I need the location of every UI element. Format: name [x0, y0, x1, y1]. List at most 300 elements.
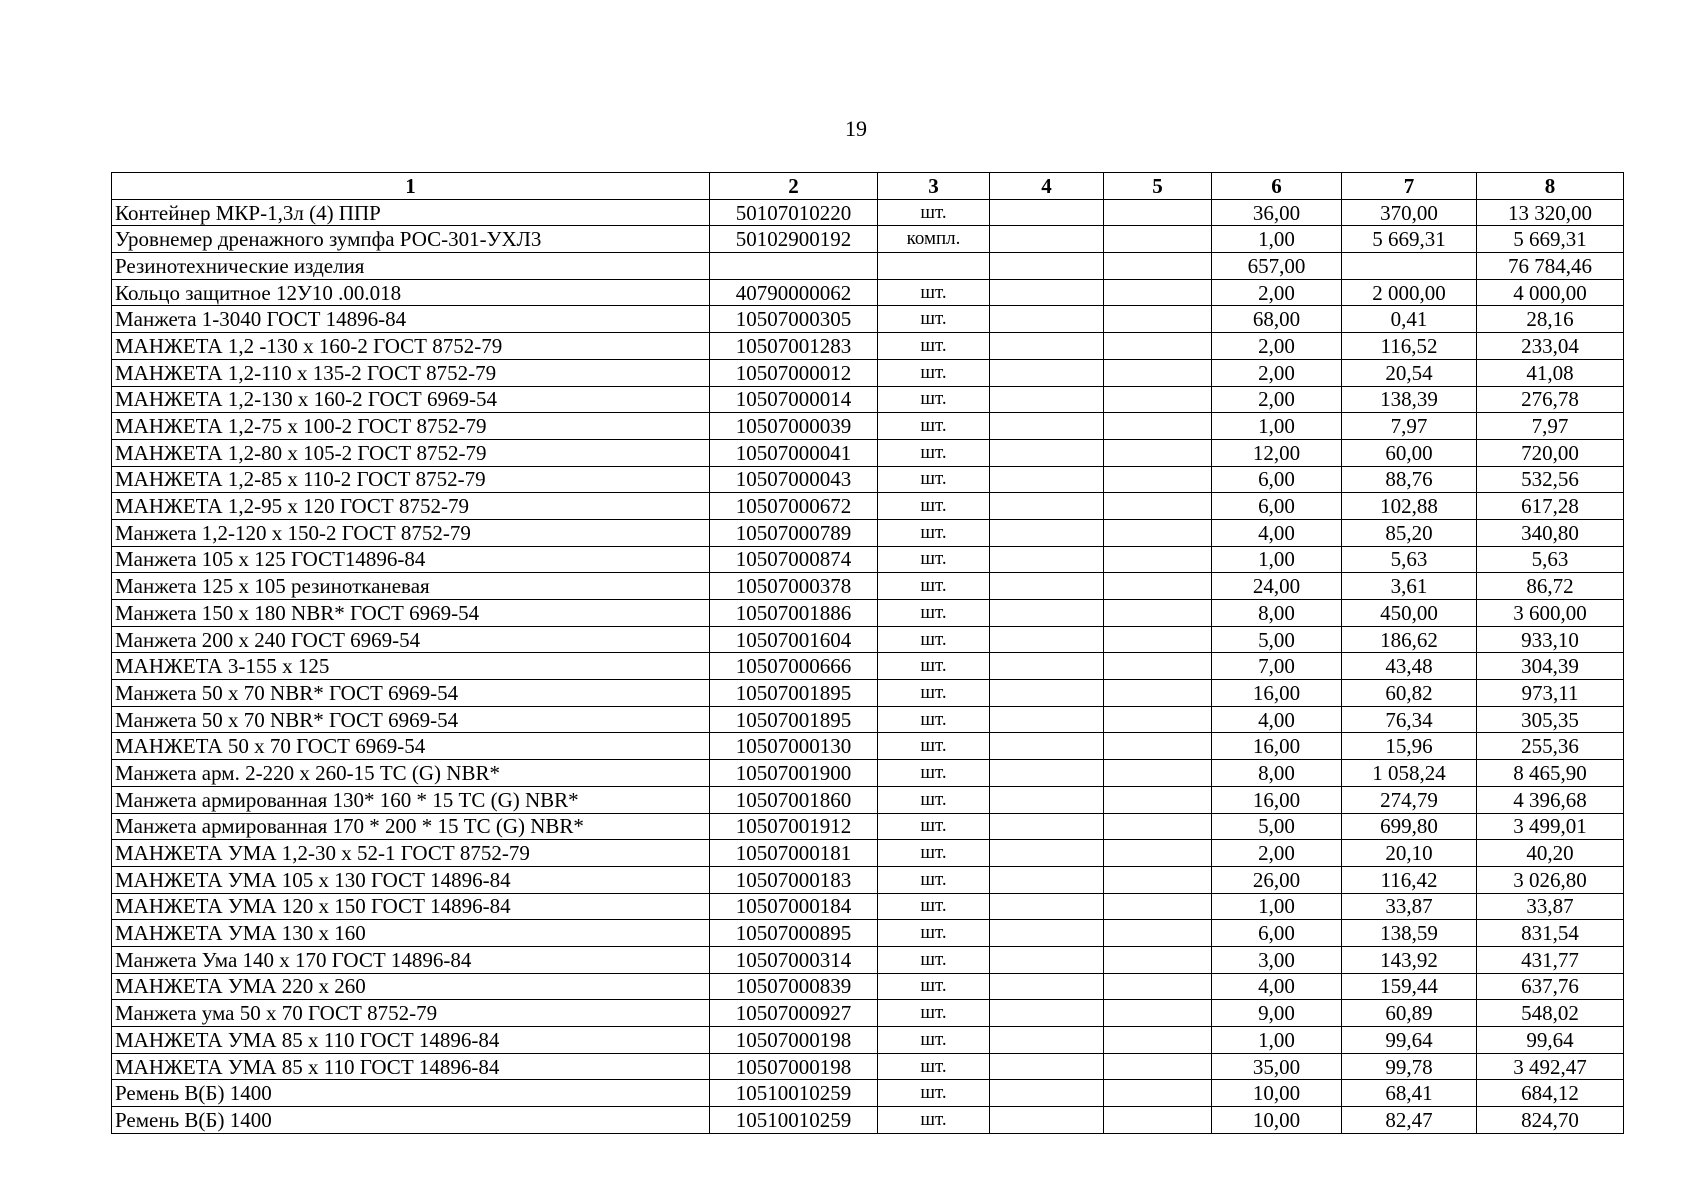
table-row	[112, 973, 1624, 1000]
column-4-cell	[990, 493, 1104, 520]
amount-cell: 3 499,01	[1477, 813, 1624, 840]
amount-cell: 99,64	[1477, 1027, 1624, 1054]
quantity-cell: 8,00	[1212, 600, 1342, 627]
column-5-cell	[1104, 439, 1212, 466]
item-code-cell: 10507000183	[710, 866, 878, 893]
amount-cell: 933,10	[1477, 626, 1624, 653]
price-cell: 60,82	[1342, 680, 1477, 707]
table-row	[112, 946, 1624, 973]
quantity-cell: 2,00	[1212, 386, 1342, 413]
quantity-cell: 10,00	[1212, 1080, 1342, 1107]
item-name-cell: МАНЖЕТА УМА 220 х 260	[112, 973, 710, 1000]
amount-cell: 824,70	[1477, 1107, 1624, 1134]
amount-cell: 5 669,31	[1477, 226, 1624, 253]
amount-cell: 86,72	[1477, 573, 1624, 600]
price-cell: 116,42	[1342, 866, 1477, 893]
column-4-cell	[990, 279, 1104, 306]
column-5-cell	[1104, 653, 1212, 680]
column-header-8: 8	[1477, 173, 1624, 200]
column-5-cell	[1104, 199, 1212, 226]
item-code-cell: 50107010220	[710, 199, 878, 226]
unit-cell: шт.	[878, 946, 990, 973]
item-name-cell: МАНЖЕТА 1,2-85 х 110-2 ГОСТ 8752-79	[112, 466, 710, 493]
column-4-cell	[990, 680, 1104, 707]
table-body	[112, 199, 1624, 1133]
unit-cell: шт.	[878, 466, 990, 493]
unit-cell: шт.	[878, 760, 990, 787]
table-row	[112, 866, 1624, 893]
unit-cell: шт.	[878, 786, 990, 813]
price-cell	[1342, 253, 1477, 280]
quantity-cell: 6,00	[1212, 466, 1342, 493]
quantity-cell: 26,00	[1212, 866, 1342, 893]
item-name-cell: Манжета Ума 140 х 170 ГОСТ 14896-84	[112, 946, 710, 973]
column-4-cell	[990, 600, 1104, 627]
table-row	[112, 333, 1624, 360]
table-row	[112, 306, 1624, 333]
item-name-cell: МАНЖЕТА 50 х 70 ГОСТ 6969-54	[112, 733, 710, 760]
unit-cell: шт.	[878, 840, 990, 867]
table-row	[112, 519, 1624, 546]
quantity-cell: 2,00	[1212, 333, 1342, 360]
unit-cell: шт.	[878, 733, 990, 760]
amount-cell: 33,87	[1477, 893, 1624, 920]
quantity-cell: 36,00	[1212, 199, 1342, 226]
unit-cell: шт.	[878, 413, 990, 440]
unit-cell: шт.	[878, 813, 990, 840]
item-name-cell: МАНЖЕТА 3-155 х 125	[112, 653, 710, 680]
column-4-cell	[990, 439, 1104, 466]
price-cell: 699,80	[1342, 813, 1477, 840]
unit-cell: шт.	[878, 600, 990, 627]
unit-cell: шт.	[878, 1027, 990, 1054]
quantity-cell: 24,00	[1212, 573, 1342, 600]
column-4-cell	[990, 413, 1104, 440]
column-4-cell	[990, 840, 1104, 867]
quantity-cell: 1,00	[1212, 1027, 1342, 1054]
item-code-cell: 10507001886	[710, 600, 878, 627]
column-5-cell	[1104, 519, 1212, 546]
column-5-cell	[1104, 706, 1212, 733]
price-cell: 102,88	[1342, 493, 1477, 520]
price-cell: 82,47	[1342, 1107, 1477, 1134]
quantity-cell: 7,00	[1212, 653, 1342, 680]
amount-cell: 40,20	[1477, 840, 1624, 867]
unit-cell: шт.	[878, 680, 990, 707]
amount-cell: 617,28	[1477, 493, 1624, 520]
unit-cell: шт.	[878, 866, 990, 893]
column-5-cell	[1104, 1027, 1212, 1054]
quantity-cell: 5,00	[1212, 626, 1342, 653]
table-row	[112, 680, 1624, 707]
quantity-cell: 1,00	[1212, 893, 1342, 920]
item-name-cell: МАНЖЕТА УМА 130 х 160	[112, 920, 710, 947]
column-5-cell	[1104, 866, 1212, 893]
unit-cell: шт.	[878, 973, 990, 1000]
group-name-cell: Резинотехнические изделия	[112, 253, 710, 280]
item-code-cell: 10507001895	[710, 680, 878, 707]
item-name-cell: МАНЖЕТА 1,2-110 х 135-2 ГОСТ 8752-79	[112, 359, 710, 386]
item-name-cell: МАНЖЕТА УМА 105 х 130 ГОСТ 14896-84	[112, 866, 710, 893]
item-name-cell: Контейнер МКР-1,3л (4) ППР	[112, 199, 710, 226]
price-cell: 159,44	[1342, 973, 1477, 1000]
unit-cell: компл.	[878, 226, 990, 253]
item-name-cell: Манжета армированная 170 * 200 * 15 ТС (G) NBR*	[112, 813, 710, 840]
table-row	[112, 359, 1624, 386]
column-4-cell	[990, 1027, 1104, 1054]
unit-cell: шт.	[878, 333, 990, 360]
table-row	[112, 546, 1624, 573]
item-code-cell: 10507000184	[710, 893, 878, 920]
price-cell: 5,63	[1342, 546, 1477, 573]
column-5-cell	[1104, 226, 1212, 253]
column-5-cell	[1104, 546, 1212, 573]
column-4-cell	[990, 626, 1104, 653]
unit-cell	[878, 253, 990, 280]
column-header-7: 7	[1342, 173, 1477, 200]
amount-cell: 304,39	[1477, 653, 1624, 680]
price-cell: 186,62	[1342, 626, 1477, 653]
quantity-cell: 68,00	[1212, 306, 1342, 333]
column-5-cell	[1104, 573, 1212, 600]
item-code-cell: 10507001912	[710, 813, 878, 840]
price-cell: 33,87	[1342, 893, 1477, 920]
price-cell: 15,96	[1342, 733, 1477, 760]
column-5-cell	[1104, 413, 1212, 440]
unit-cell: шт.	[878, 199, 990, 226]
item-name-cell: МАНЖЕТА 1,2-130 х 160-2 ГОСТ 6969-54	[112, 386, 710, 413]
item-code-cell: 10507000305	[710, 306, 878, 333]
table-row	[112, 626, 1624, 653]
unit-cell: шт.	[878, 306, 990, 333]
item-code-cell: 10507000314	[710, 946, 878, 973]
column-4-cell	[990, 519, 1104, 546]
item-name-cell: Манжета 125 х 105 резинотканевая	[112, 573, 710, 600]
item-code-cell: 10507000198	[710, 1053, 878, 1080]
column-5-cell	[1104, 733, 1212, 760]
quantity-cell: 2,00	[1212, 279, 1342, 306]
item-name-cell: Манжета 200 х 240 ГОСТ 6969-54	[112, 626, 710, 653]
table-row	[112, 226, 1624, 253]
unit-cell: шт.	[878, 920, 990, 947]
column-5-cell	[1104, 386, 1212, 413]
amount-cell: 7,97	[1477, 413, 1624, 440]
quantity-cell: 9,00	[1212, 1000, 1342, 1027]
table-row	[112, 653, 1624, 680]
unit-cell: шт.	[878, 386, 990, 413]
item-code-cell: 10507000039	[710, 413, 878, 440]
column-5-cell	[1104, 760, 1212, 787]
price-cell: 99,64	[1342, 1027, 1477, 1054]
item-code-cell: 10507001604	[710, 626, 878, 653]
column-4-cell	[990, 946, 1104, 973]
unit-cell: шт.	[878, 653, 990, 680]
column-4-cell	[990, 306, 1104, 333]
column-5-cell	[1104, 840, 1212, 867]
unit-cell: шт.	[878, 1000, 990, 1027]
price-cell: 7,97	[1342, 413, 1477, 440]
item-code-cell: 10507000895	[710, 920, 878, 947]
item-name-cell: МАНЖЕТА УМА 85 х 110 ГОСТ 14896-84	[112, 1027, 710, 1054]
table-row	[112, 493, 1624, 520]
column-4-cell	[990, 1080, 1104, 1107]
item-name-cell: МАНЖЕТА 1,2-80 х 105-2 ГОСТ 8752-79	[112, 439, 710, 466]
price-cell: 3,61	[1342, 573, 1477, 600]
quantity-cell: 35,00	[1212, 1053, 1342, 1080]
column-5-cell	[1104, 1107, 1212, 1134]
column-5-cell	[1104, 466, 1212, 493]
item-name-cell: Кольцо защитное 12У10 .00.018	[112, 279, 710, 306]
amount-cell: 233,04	[1477, 333, 1624, 360]
quantity-cell: 4,00	[1212, 519, 1342, 546]
column-5-cell	[1104, 680, 1212, 707]
column-4-cell	[990, 573, 1104, 600]
table-row	[112, 413, 1624, 440]
item-code-cell: 10507000789	[710, 519, 878, 546]
price-cell: 85,20	[1342, 519, 1477, 546]
column-5-cell	[1104, 626, 1212, 653]
amount-cell: 532,56	[1477, 466, 1624, 493]
amount-cell: 831,54	[1477, 920, 1624, 947]
unit-cell: шт.	[878, 573, 990, 600]
item-name-cell: МАНЖЕТА УМА 120 х 150 ГОСТ 14896-84	[112, 893, 710, 920]
header-row	[112, 173, 1624, 200]
unit-cell: шт.	[878, 439, 990, 466]
column-4-cell	[990, 226, 1104, 253]
amount-cell: 28,16	[1477, 306, 1624, 333]
column-4-cell	[990, 893, 1104, 920]
item-code-cell: 10507000181	[710, 840, 878, 867]
unit-cell: шт.	[878, 706, 990, 733]
column-5-cell	[1104, 493, 1212, 520]
column-4-cell	[990, 813, 1104, 840]
column-4-cell	[990, 920, 1104, 947]
amount-cell: 431,77	[1477, 946, 1624, 973]
table-row	[112, 840, 1624, 867]
unit-cell: шт.	[878, 359, 990, 386]
table-row	[112, 733, 1624, 760]
quantity-cell: 1,00	[1212, 413, 1342, 440]
item-name-cell: Ремень В(Б) 1400	[112, 1080, 710, 1107]
price-cell: 43,48	[1342, 653, 1477, 680]
quantity-cell: 16,00	[1212, 733, 1342, 760]
item-code-cell: 50102900192	[710, 226, 878, 253]
amount-cell: 276,78	[1477, 386, 1624, 413]
price-cell: 138,39	[1342, 386, 1477, 413]
amount-cell: 3 492,47	[1477, 1053, 1624, 1080]
column-4-cell	[990, 706, 1104, 733]
item-name-cell: Манжета 1,2-120 х 150-2 ГОСТ 8752-79	[112, 519, 710, 546]
quantity-cell: 5,00	[1212, 813, 1342, 840]
amount-cell: 720,00	[1477, 439, 1624, 466]
item-name-cell: Манжета ума 50 х 70 ГОСТ 8752-79	[112, 1000, 710, 1027]
unit-cell: шт.	[878, 493, 990, 520]
item-name-cell: МАНЖЕТА 1,2-75 х 100-2 ГОСТ 8752-79	[112, 413, 710, 440]
column-4-cell	[990, 786, 1104, 813]
item-code-cell: 10507000014	[710, 386, 878, 413]
quantity-cell: 6,00	[1212, 493, 1342, 520]
item-code-cell: 10507001900	[710, 760, 878, 787]
column-5-cell	[1104, 333, 1212, 360]
amount-cell: 76 784,46	[1477, 253, 1624, 280]
table-row	[112, 760, 1624, 787]
amount-cell: 4 396,68	[1477, 786, 1624, 813]
item-name-cell: Манжета 50 х 70 NBR* ГОСТ 6969-54	[112, 680, 710, 707]
price-cell: 20,10	[1342, 840, 1477, 867]
quantity-cell: 1,00	[1212, 226, 1342, 253]
quantity-cell: 2,00	[1212, 840, 1342, 867]
amount-cell: 5,63	[1477, 546, 1624, 573]
item-name-cell: МАНЖЕТА УМА 85 х 110 ГОСТ 14896-84	[112, 1053, 710, 1080]
item-name-cell: МАНЖЕТА 1,2 -130 х 160-2 ГОСТ 8752-79	[112, 333, 710, 360]
column-header-2: 2	[710, 173, 878, 200]
item-name-cell: МАНЖЕТА УМА 1,2-30 х 52-1 ГОСТ 8752-79	[112, 840, 710, 867]
item-code-cell: 10507001283	[710, 333, 878, 360]
item-name-cell: МАНЖЕТА 1,2-95 х 120 ГОСТ 8752-79	[112, 493, 710, 520]
price-cell: 88,76	[1342, 466, 1477, 493]
quantity-cell: 2,00	[1212, 359, 1342, 386]
item-code-cell: 10507000927	[710, 1000, 878, 1027]
price-cell: 60,89	[1342, 1000, 1477, 1027]
price-cell: 116,52	[1342, 333, 1477, 360]
unit-cell: шт.	[878, 893, 990, 920]
item-code-cell: 40790000062	[710, 279, 878, 306]
price-cell: 274,79	[1342, 786, 1477, 813]
amount-cell: 8 465,90	[1477, 760, 1624, 787]
unit-cell: шт.	[878, 279, 990, 306]
price-cell: 60,00	[1342, 439, 1477, 466]
price-cell: 2 000,00	[1342, 279, 1477, 306]
table-row	[112, 1000, 1624, 1027]
column-5-cell	[1104, 1053, 1212, 1080]
amount-cell: 973,11	[1477, 680, 1624, 707]
column-4-cell	[990, 333, 1104, 360]
inventory-table	[111, 172, 1624, 1134]
quantity-cell: 10,00	[1212, 1107, 1342, 1134]
price-cell: 0,41	[1342, 306, 1477, 333]
item-name-cell: Уровнемер дренажного зумпфа РОС-301-УХЛ3	[112, 226, 710, 253]
price-cell: 99,78	[1342, 1053, 1477, 1080]
column-5-cell	[1104, 1000, 1212, 1027]
quantity-cell: 6,00	[1212, 920, 1342, 947]
column-4-cell	[990, 1053, 1104, 1080]
column-4-cell	[990, 653, 1104, 680]
quantity-cell: 3,00	[1212, 946, 1342, 973]
unit-cell: шт.	[878, 1053, 990, 1080]
column-header-5: 5	[1104, 173, 1212, 200]
item-name-cell: Манжета 150 х 180 NBR* ГОСТ 6969-54	[112, 600, 710, 627]
price-cell: 450,00	[1342, 600, 1477, 627]
column-5-cell	[1104, 306, 1212, 333]
item-code-cell: 10507000130	[710, 733, 878, 760]
item-name-cell: Манжета армированная 130* 160 * 15 ТС (G) NBR*	[112, 786, 710, 813]
amount-cell: 255,36	[1477, 733, 1624, 760]
item-code-cell: 10507001895	[710, 706, 878, 733]
column-4-cell	[990, 760, 1104, 787]
table-row	[112, 786, 1624, 813]
unit-cell: шт.	[878, 546, 990, 573]
amount-cell: 13 320,00	[1477, 199, 1624, 226]
column-header-6: 6	[1212, 173, 1342, 200]
quantity-cell: 16,00	[1212, 680, 1342, 707]
price-cell: 1 058,24	[1342, 760, 1477, 787]
unit-cell: шт.	[878, 1080, 990, 1107]
amount-cell: 684,12	[1477, 1080, 1624, 1107]
column-4-cell	[990, 1107, 1104, 1134]
column-5-cell	[1104, 786, 1212, 813]
table-row	[112, 573, 1624, 600]
column-5-cell	[1104, 813, 1212, 840]
item-code-cell: 10507000198	[710, 1027, 878, 1054]
page-number: 19	[845, 116, 867, 141]
item-code-cell: 10507001860	[710, 786, 878, 813]
item-code-cell: 10507000672	[710, 493, 878, 520]
column-5-cell	[1104, 946, 1212, 973]
group-row	[112, 253, 1624, 280]
table-row	[112, 600, 1624, 627]
item-code-cell: 10507000041	[710, 439, 878, 466]
amount-cell: 3 600,00	[1477, 600, 1624, 627]
amount-cell: 305,35	[1477, 706, 1624, 733]
column-4-cell	[990, 466, 1104, 493]
table-row	[112, 279, 1624, 306]
quantity-cell: 8,00	[1212, 760, 1342, 787]
amount-cell: 637,76	[1477, 973, 1624, 1000]
column-5-cell	[1104, 600, 1212, 627]
item-name-cell: Манжета 50 х 70 NBR* ГОСТ 6969-54	[112, 706, 710, 733]
column-4-cell	[990, 973, 1104, 1000]
column-header-3: 3	[878, 173, 990, 200]
amount-cell: 548,02	[1477, 1000, 1624, 1027]
table-row	[112, 439, 1624, 466]
item-name-cell: Манжета 1-3040 ГОСТ 14896-84	[112, 306, 710, 333]
unit-cell: шт.	[878, 626, 990, 653]
table-row	[112, 466, 1624, 493]
table-row	[112, 813, 1624, 840]
quantity-cell: 16,00	[1212, 786, 1342, 813]
table-row	[112, 1107, 1624, 1134]
column-4-cell	[990, 199, 1104, 226]
column-4-cell	[990, 1000, 1104, 1027]
price-cell: 5 669,31	[1342, 226, 1477, 253]
item-code-cell: 10507000043	[710, 466, 878, 493]
column-5-cell	[1104, 359, 1212, 386]
price-cell: 68,41	[1342, 1080, 1477, 1107]
item-code-cell: 10507000012	[710, 359, 878, 386]
item-code-cell	[710, 253, 878, 280]
table-row	[112, 1053, 1624, 1080]
quantity-cell: 657,00	[1212, 253, 1342, 280]
price-cell: 143,92	[1342, 946, 1477, 973]
column-5-cell	[1104, 893, 1212, 920]
item-name-cell: Манжета арм. 2-220 х 260-15 ТС (G) NBR*	[112, 760, 710, 787]
column-5-cell	[1104, 279, 1212, 306]
item-code-cell: 10507000378	[710, 573, 878, 600]
column-4-cell	[990, 253, 1104, 280]
table-row	[112, 199, 1624, 226]
item-code-cell: 10507000666	[710, 653, 878, 680]
amount-cell: 4 000,00	[1477, 279, 1624, 306]
item-code-cell: 10507000839	[710, 973, 878, 1000]
quantity-cell: 1,00	[1212, 546, 1342, 573]
table-row	[112, 893, 1624, 920]
column-4-cell	[990, 386, 1104, 413]
table-row	[112, 706, 1624, 733]
amount-cell: 3 026,80	[1477, 866, 1624, 893]
price-cell: 370,00	[1342, 199, 1477, 226]
quantity-cell: 4,00	[1212, 973, 1342, 1000]
table-row	[112, 920, 1624, 947]
